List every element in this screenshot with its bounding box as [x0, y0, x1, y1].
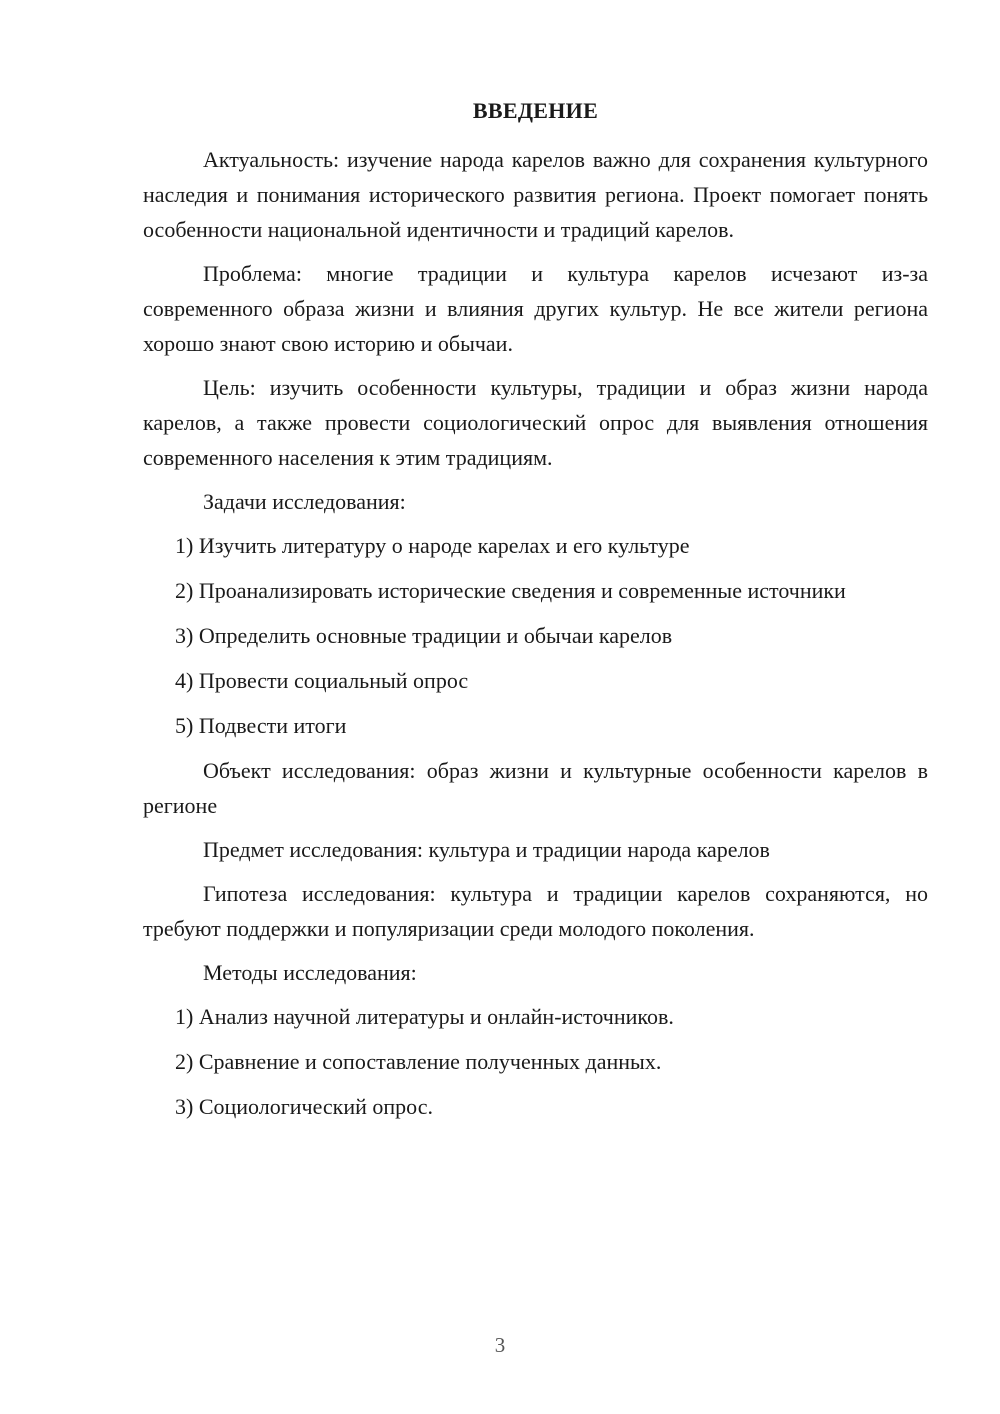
object-paragraph: Объект исследования: образ жизни и культурные особенности карелов в регионе	[143, 758, 928, 818]
section-title: ВВЕДЕНИЕ	[472, 98, 599, 123]
task-item: 1) Изучить литературу о народе карелах и его культуре	[175, 533, 690, 558]
method-item: 1) Анализ научной литературы и онлайн-источников.	[175, 1004, 674, 1029]
subject-paragraph: Предмет исследования: культура и традиции народа карелов	[203, 837, 770, 862]
task-item: 5) Подвести итоги	[175, 713, 347, 738]
tasks-heading: Задачи исследования:	[203, 489, 406, 514]
task-item: 4) Провести социальный опрос	[175, 668, 469, 693]
relevance-paragraph: Актуальность: изучение народа карелов важно для сохранения культурного наследия и понимания исторического развития региона. Проект помогает понять особенности национальной идентичности и традиций карелов.	[143, 147, 928, 242]
methods-heading: Методы исследования:	[203, 960, 417, 985]
task-item: 3) Определить основные традиции и обычаи карелов	[175, 623, 673, 648]
method-item: 2) Сравнение и сопоставление полученных данных.	[175, 1049, 662, 1074]
goal-paragraph: Цель: изучить особенности культуры, традиции и образ жизни народа карелов, а также провести социологический опрос для выявления отношения современного населения к этим традициям.	[143, 375, 928, 470]
method-item: 3) Социологический опрос.	[175, 1094, 433, 1119]
problem-paragraph: Проблема: многие традиции и культура карелов исчезают из-за современного образа жизни и влияния других культур. Не все жители региона хорошо знают свою историю и обычаи.	[143, 261, 928, 356]
page-content	[143, 96, 928, 1134]
hypothesis-paragraph: Гипотеза исследования: культура и традиции карелов сохраняются, но требуют поддержки и популяризации среди молодого поколения.	[143, 881, 928, 941]
page-number: 3	[494, 1333, 506, 1357]
task-item: 2) Проанализировать исторические сведения и современные источники	[175, 578, 846, 603]
